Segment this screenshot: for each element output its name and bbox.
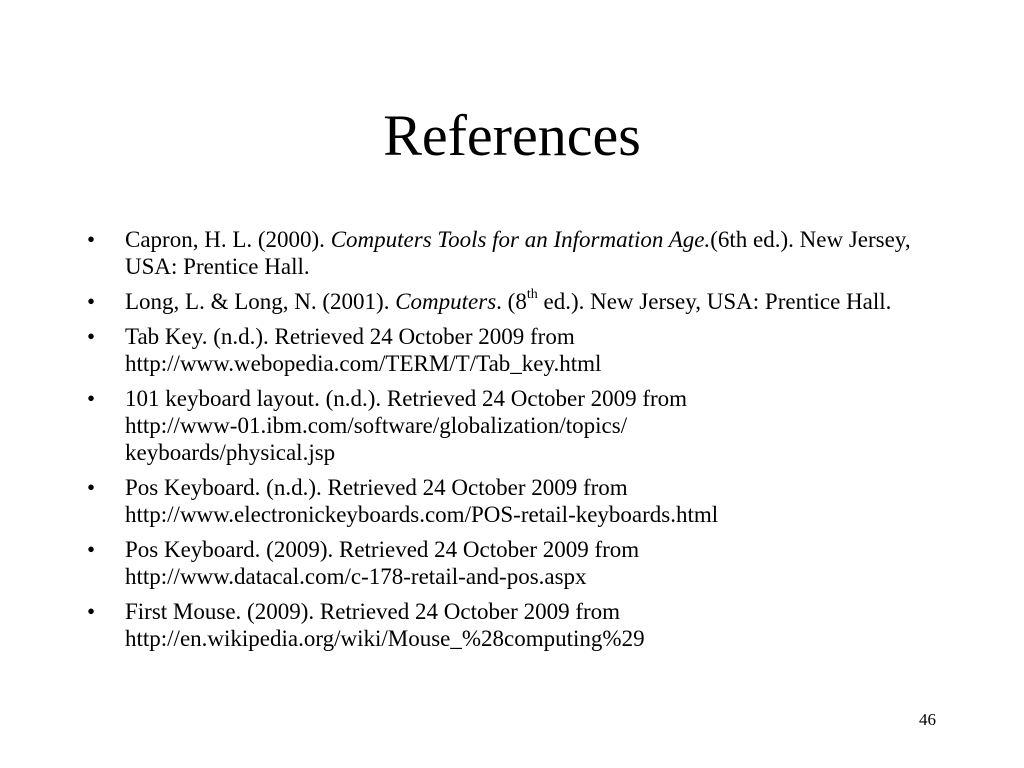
bullet-icon: • [87, 599, 96, 624]
bullet-icon: • [87, 227, 96, 252]
reference-url: http://www.datacal.com/c-178-retail-and-pos.aspx [125, 564, 587, 589]
reference-url: http://www-01.ibm.com/software/globalization/topics/ [125, 413, 628, 438]
reference-item [78, 323, 938, 377]
reference-item [78, 474, 938, 528]
reference-text [125, 598, 938, 652]
reference-item [78, 536, 938, 590]
reference-url-continued: keyboards/physical.jsp [125, 440, 336, 465]
reference-work-title: Computers [395, 289, 497, 314]
bullet-icon: • [87, 537, 96, 562]
reference-text [125, 536, 938, 590]
reference-text [125, 227, 911, 279]
reference-text [125, 289, 891, 314]
reference-list [78, 226, 938, 660]
page-number: 46 [919, 710, 936, 729]
reference-author: Capron, H. L. (2000). [125, 227, 331, 252]
reference-item [78, 598, 938, 652]
reference-text [125, 474, 938, 528]
reference-author: Long, L. & Long, N. (2001). [125, 289, 396, 314]
reference-retrieval: 101 keyboard layout. (n.d.). Retrieved 24 October 2009 from [125, 386, 688, 411]
reference-item [78, 385, 938, 466]
reference-retrieval: Pos Keyboard. (n.d.). Retrieved 24 October 2009 from [125, 475, 628, 500]
reference-edition-prefix: . (8 [496, 289, 527, 314]
reference-publisher: (6th ed.). New Jersey, USA: Prentice Hall. [125, 227, 911, 279]
reference-url: http://www.electronickeyboards.com/POS-retail-keyboards.html [125, 502, 719, 527]
reference-text [125, 323, 938, 377]
bullet-icon: • [87, 289, 96, 314]
reference-item [78, 288, 938, 315]
reference-text [125, 385, 938, 466]
reference-retrieval: Tab Key. (n.d.). Retrieved 24 October 2009 from [125, 324, 575, 349]
reference-item [78, 226, 938, 280]
reference-url: http://en.wikipedia.org/wiki/Mouse_%28computing%29 [125, 626, 645, 651]
bullet-icon: • [87, 386, 96, 411]
bullet-icon: • [87, 324, 96, 349]
reference-work-title: Computers Tools for an Information Age. [330, 227, 711, 252]
reference-publisher: ed.). New Jersey, USA: Prentice Hall. [537, 289, 892, 314]
reference-url: http://www.webopedia.com/TERM/T/Tab_key.html [125, 351, 602, 376]
reference-retrieval: First Mouse. (2009). Retrieved 24 October 2009 from [125, 599, 621, 624]
slide-title: References [383, 103, 641, 168]
reference-retrieval: Pos Keyboard. (2009). Retrieved 24 October 2009 from [125, 537, 640, 562]
bullet-icon: • [87, 475, 96, 500]
reference-edition-superscript: th [526, 287, 538, 303]
